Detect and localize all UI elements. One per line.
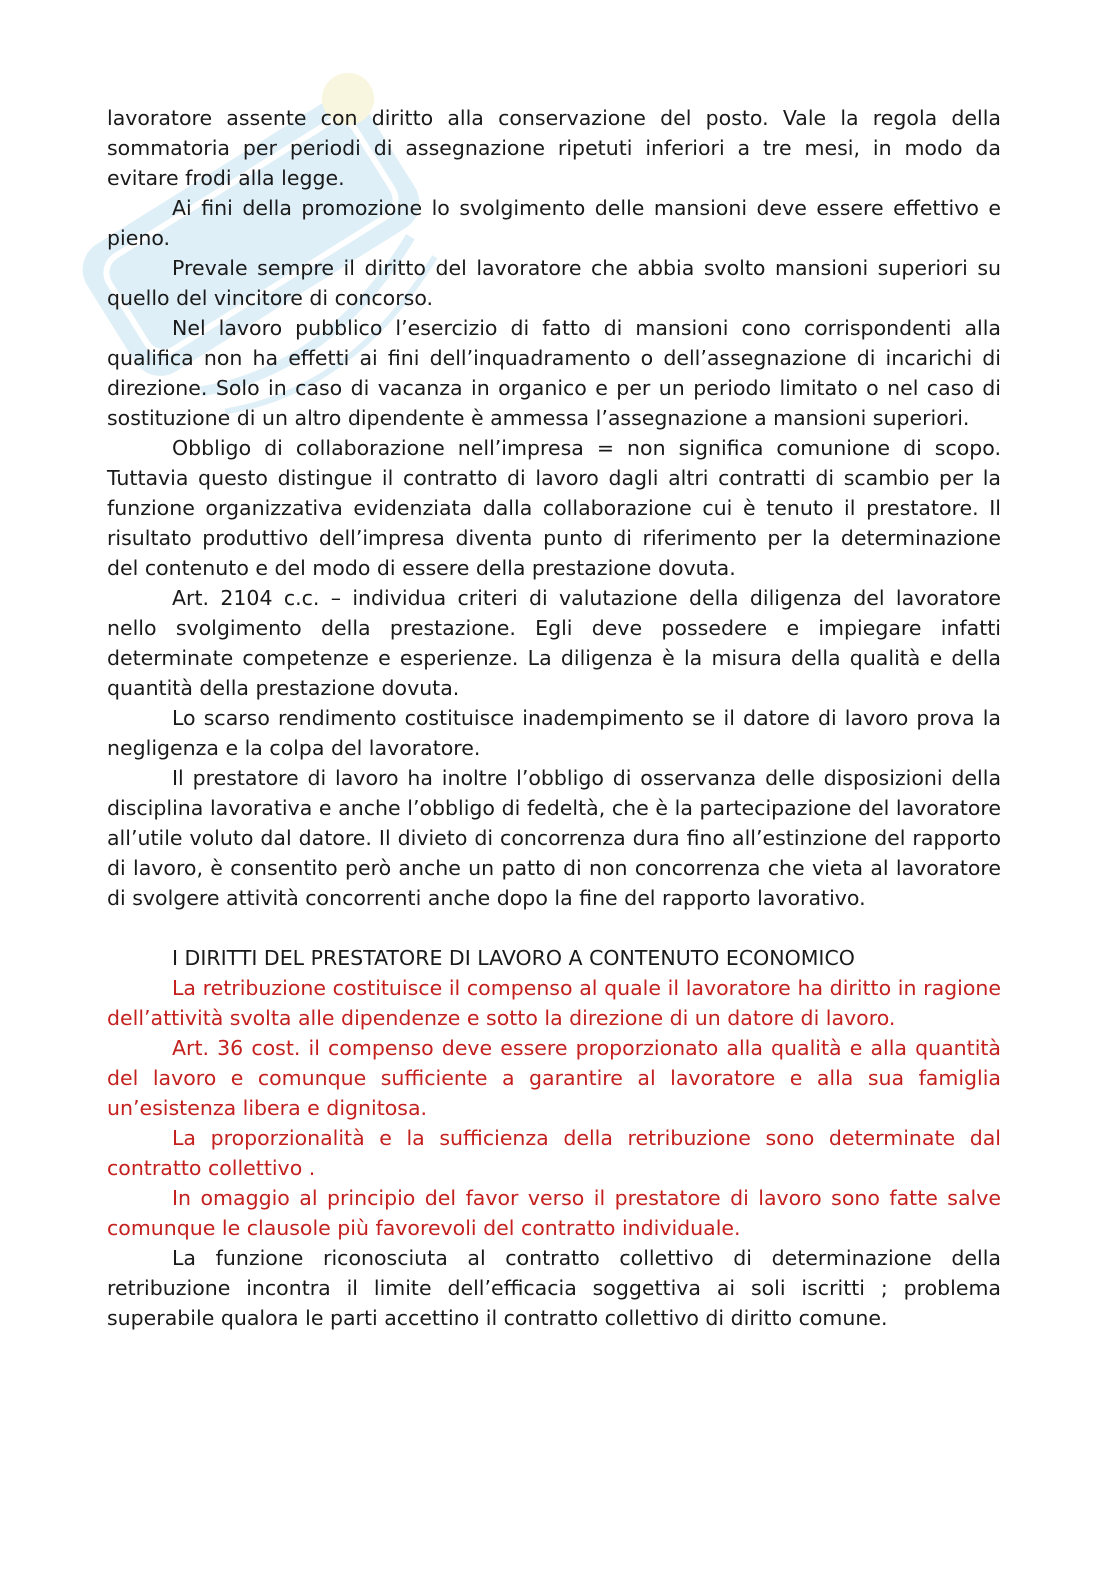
highlighted-paragraph: La retribuzione costituisce il compenso al quale il lavoratore ha diritto in ragione dell’attività svolta alle dipendenze e sotto la direzione di un datore di lavoro. [107,976,1001,1030]
section-heading: I DIRITTI DEL PRESTATORE DI LAVORO A CONTENUTO ECONOMICO [172,946,855,970]
highlighted-paragraph: Art. 36 cost. il compenso deve essere proporzionato alla qualità e alla quantità del lavoro e comunque sufficiente a garantire al lavoratore e alla sua famiglia un’esistenza libera e dignitosa. [107,1036,1001,1120]
paragraph: Art. 2104 c.c. – individua criteri di valutazione della diligenza del lavoratore nello svolgimento della prestazione. Egli deve possedere e impiegare infatti determinate competenze e esperienze. La diligenza è la misura della qualità e della quantità della prestazione dovuta. [107,586,1001,700]
paragraph: Obbligo di collaborazione nell’impresa = non significa comunione di scopo. Tuttavia questo distingue il contratto di lavoro dagli altri contratti di scambio per la funzione organizzativa evidenziata dalla collaborazione cui è tenuto il prestatore. Il risultato produttivo dell’impresa diventa punto di riferimento per la determinazione del contenuto e del modo di essere della prestazione dovuta. [107,436,1001,580]
paragraph: La funzione riconosciuta al contratto collettivo di determinazione della retribuzione incontra il limite dell’efficacia soggettiva ai soli iscritti ; problema superabile qualora le parti accettino il contratto collettivo di diritto comune. [107,1246,1001,1330]
paragraph: Lo scarso rendimento costituisce inadempimento se il datore di lavoro prova la negligenza e la colpa del lavoratore. [107,706,1001,760]
paragraph: Ai fini della promozione lo svolgimento delle mansioni deve essere effettivo e pieno. [107,196,1001,250]
paragraph: Prevale sempre il diritto del lavoratore che abbia svolto mansioni superiori su quello del vincitore di concorso. [107,256,1001,310]
paragraph: lavoratore assente con diritto alla conservazione del posto. Vale la regola della sommatoria per periodi di assegnazione ripetuti inferiori a tre mesi, in modo da evitare frodi alla legge. [107,106,1001,190]
document-page [107,103,1001,1333]
paragraph: Il prestatore di lavoro ha inoltre l’obbligo di osservanza delle disposizioni della disciplina lavorativa e anche l’obbligo di fedeltà, che è la partecipazione del lavoratore all’utile voluto dal datore. Il divieto di concorrenza dura fino all’estinzione del rapporto di lavoro, è consentito però anche un patto di non concorrenza che vieta al lavoratore di svolgere attività concorrenti anche dopo la fine del rapporto lavorativo. [107,766,1001,910]
paragraph: Nel lavoro pubblico l’esercizio di fatto di mansioni cono corrispondenti alla qualifica non ha effetti ai fini dell’inquadramento o dell’assegnazione di incarichi di direzione. Solo in caso di vacanza in organico e per un periodo limitato o nel caso di sostituzione di un altro dipendente è ammessa l’assegnazione a mansioni superiori. [107,316,1001,430]
highlighted-paragraph: In omaggio al principio del favor verso il prestatore di lavoro sono fatte salve comunque le clausole più favorevoli del contratto individuale. [107,1186,1001,1240]
highlighted-paragraph: La proporzionalità e la sufficienza della retribuzione sono determinate dal contratto collettivo . [107,1126,1001,1180]
